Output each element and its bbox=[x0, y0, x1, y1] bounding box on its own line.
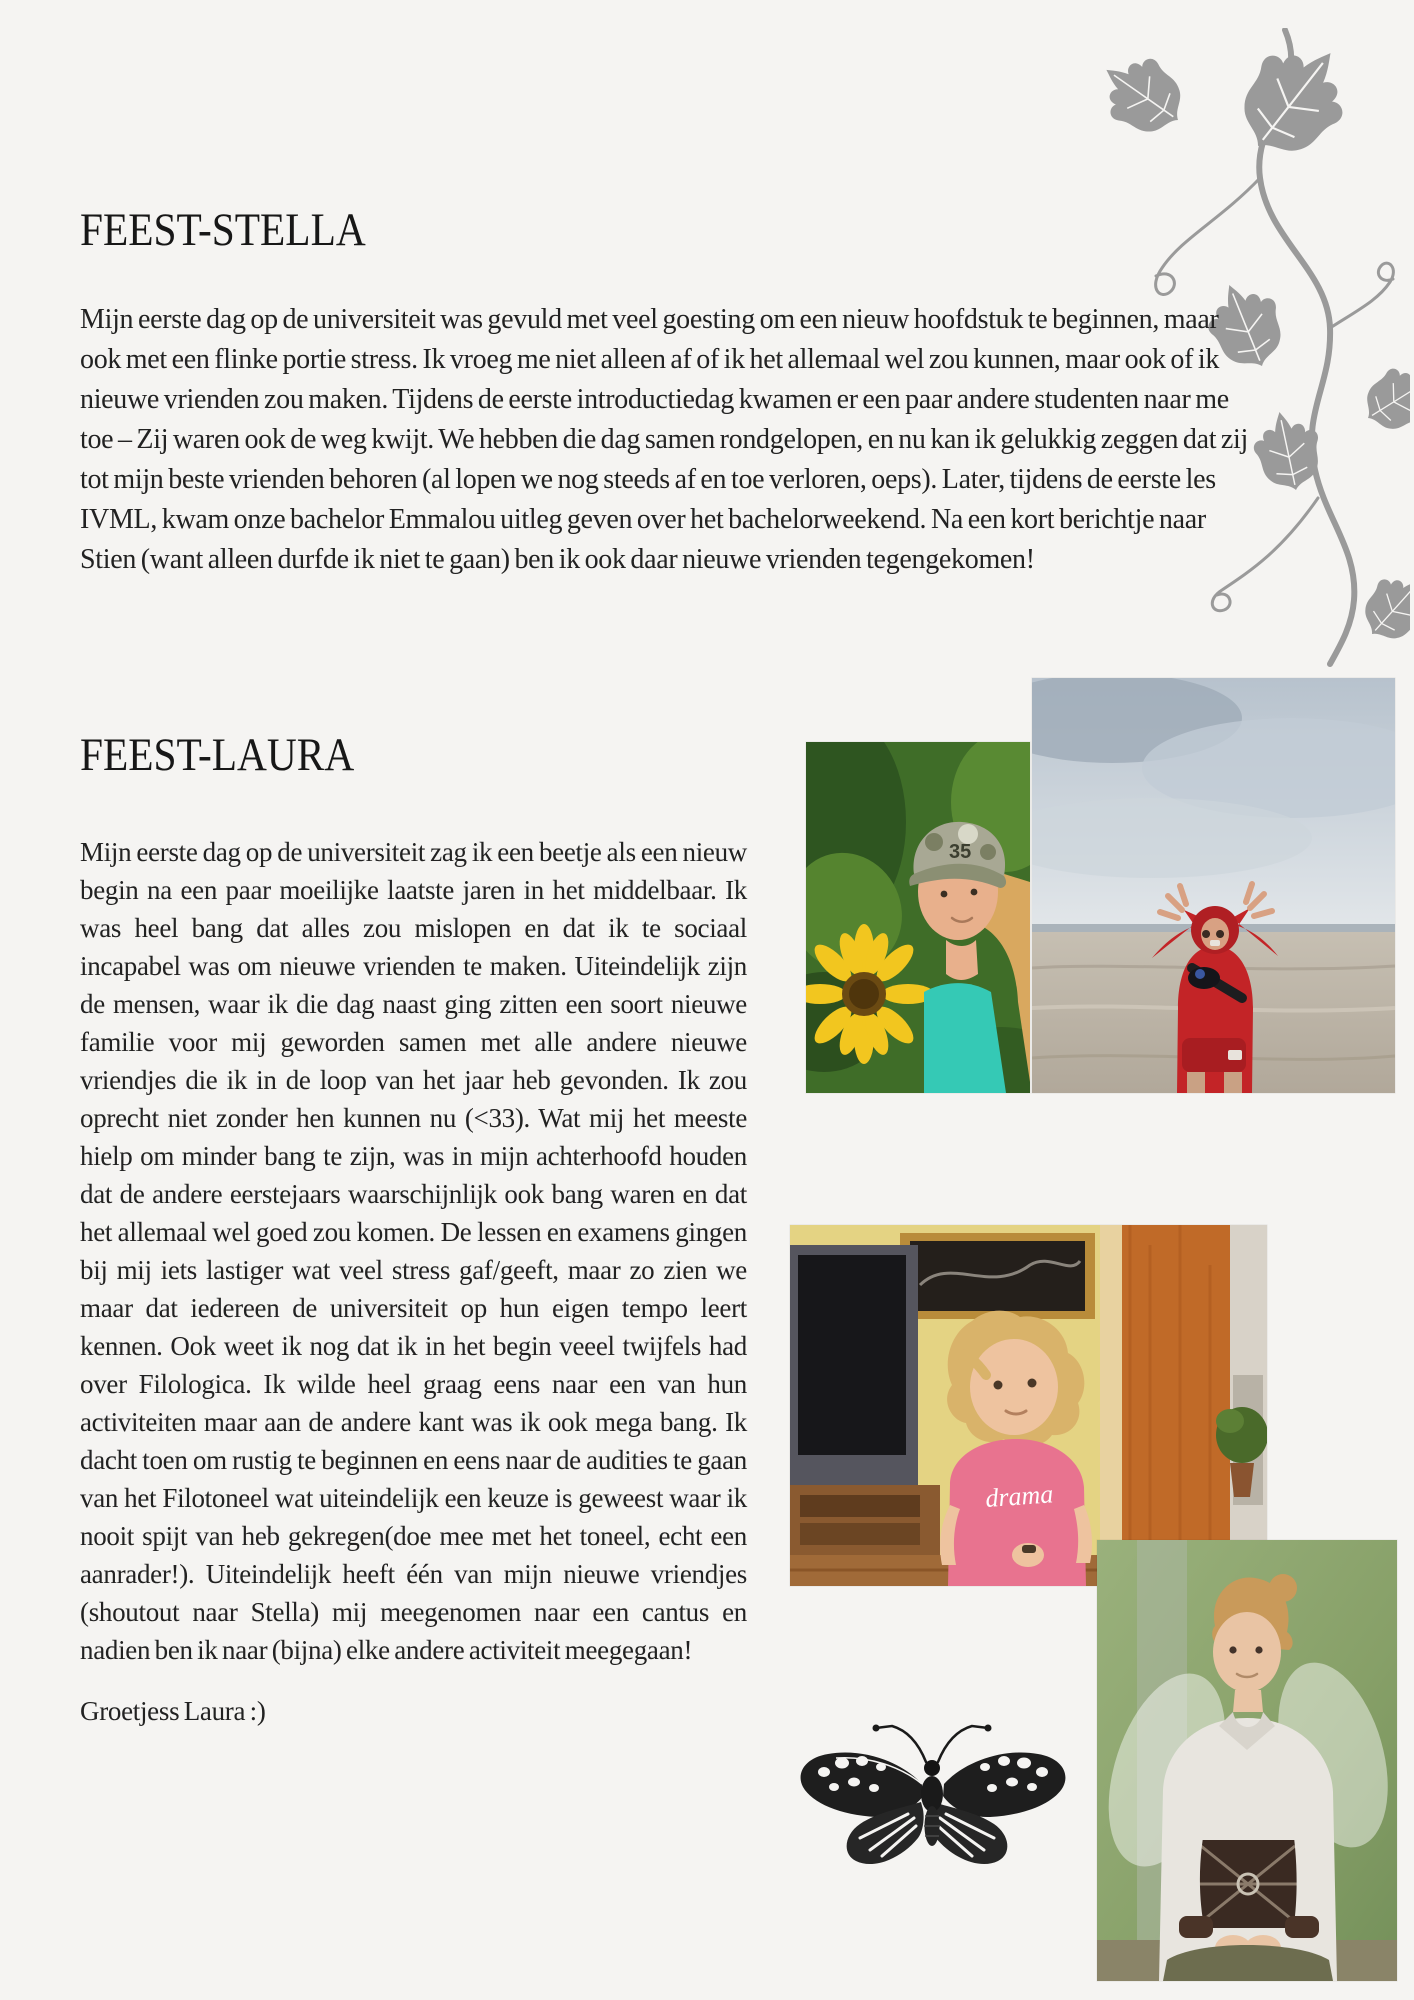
toddler-in-pink-shirt-photo bbox=[790, 1225, 1267, 1586]
cap-number-text: 35 bbox=[949, 841, 972, 863]
shirt-text: drama bbox=[984, 1479, 1055, 1513]
person-in-red-raincoat-on-beach-photo bbox=[1032, 678, 1395, 1093]
stella-paragraph: Mijn eerste dag op de universiteit was gevuld met veel goesting om een nieuw hoofdstuk te beginnen, maar ook met een flinke portie stress. Ik vroeg me niet alleen af of ik het allemaal wel zou kunnen, maar ook of ik nieuwe vrienden zou maken. Tijdens de eerste introductiedag kwamen er een paar andere studenten naar me toe – Zij waren ook de weg kwijt. We hebben die dag samen rondgelopen, en nu kan ik gelukkig zeggen dat zij tot mijn beste vrienden behoren (al lopen we nog steeds af en toe verloren, oeps). Later, tijdens de eerste les IVML, kwam onze bachelor Emmalou uitleg geven over het bachelorweekend. Na een kort berichtje naar Stien (want alleen durfde ik niet te gaan) ben ik ook daar nieuwe vrienden tegengekomen! bbox=[80, 304, 1248, 575]
section-title-stella: FEEST-STELLA bbox=[80, 204, 366, 256]
girl-with-sunflower-photo bbox=[806, 742, 1030, 1093]
section-title-laura: FEEST-LAURA bbox=[80, 729, 355, 781]
laura-signoff: Groetjess Laura :) bbox=[80, 1696, 266, 1726]
fairy-wings-portrait-photo bbox=[1097, 1540, 1397, 1981]
laura-paragraph: Mijn eerste dag op de universiteit zag ik een beetje als een nieuw begin na een paar moeilijke laatste jaren in het middelbaar. Ik was heel bang dat alles zou mislopen en dat ik te sociaal incapabel was om nieuwe vrienden te maken. Uiteindelijk zijn de mensen, waar ik die dag naast ging zitten een soort nieuwe familie voor mij geworden samen met alle andere nieuwe vriendjes die ik in de loop van het jaar heb gevonden. Ik zou oprecht niet zonder hen kunnen nu (<33). Wat mij het meeste hielp om minder bang te zijn, was in mijn achterhoofd houden dat de andere eerstejaars waarschijnlijk ook bang waren en dat het allemaal wel goed zou komen. De lessen en examens gingen bij mij iets lastiger wat veel stress gaf/geeft, maar zo zien we maar dat iedereen de universiteit op hun eigen tempo leert kennen. Ook weet ik nog dat ik in het begin veeel twijfels had over Filologica. Ik wilde heel graag eens naar een van hun activiteiten maar aan de andere kant was ik ook mega bang. Ik dacht toen om rustig te beginnen en eens naar de audities te gaan van het Filotoneel wat uiteindelijk een keuze is geweest waar ik nooit spijt van heb gekregen(doe mee met het toneel, echt een aanrader!). Uiteindelijk heeft één van mijn nieuwe vriendjes (shoutout naar Stella) mij meegenomen naar een cantus en nadien ben ik naar (bijna) elke andere activiteit meegegaan! bbox=[80, 837, 747, 1665]
butterfly-illustration bbox=[788, 1700, 1078, 1900]
